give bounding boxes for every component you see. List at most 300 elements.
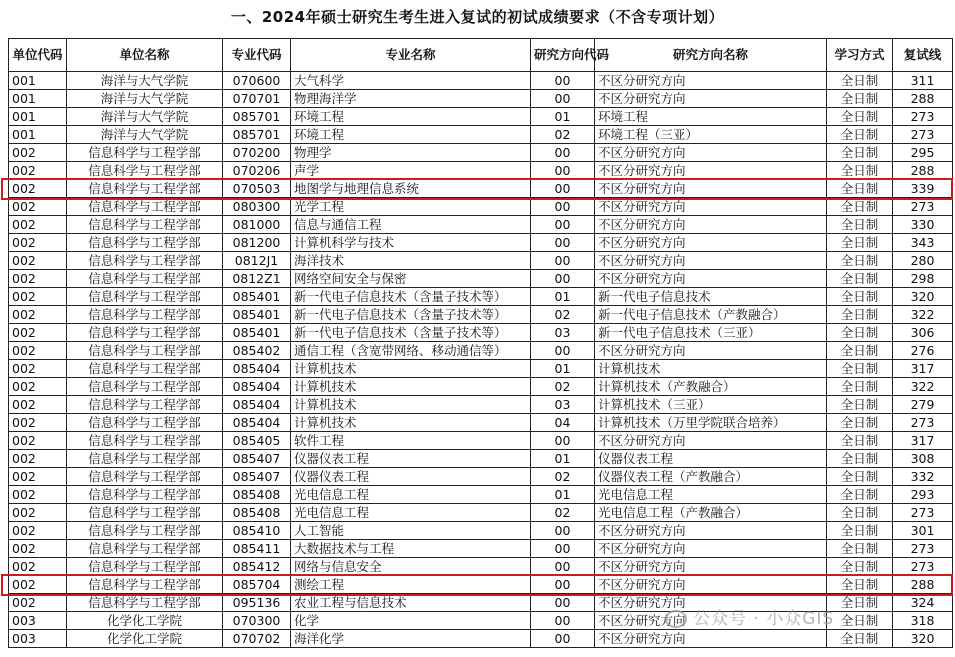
cell-unit-code: 002	[9, 288, 67, 306]
cell-study-mode: 全日制	[827, 396, 893, 414]
cell-direction-code: 00	[531, 234, 595, 252]
cell-major-name: 环境工程	[291, 126, 531, 144]
cell-direction-code: 02	[531, 378, 595, 396]
cell-unit-name: 信息科学与工程学部	[67, 342, 223, 360]
cell-major-name: 网络与信息安全	[291, 558, 531, 576]
cell-major-name: 大数据技术与工程	[291, 540, 531, 558]
cell-study-mode: 全日制	[827, 90, 893, 108]
cell-study-mode: 全日制	[827, 432, 893, 450]
cell-study-mode: 全日制	[827, 504, 893, 522]
cell-unit-name: 海洋与大气学院	[67, 72, 223, 90]
cell-major-name: 新一代电子信息技术（含量子技术等）	[291, 306, 531, 324]
cell-major-code: 085407	[223, 450, 291, 468]
cell-study-mode: 全日制	[827, 486, 893, 504]
cell-unit-name: 信息科学与工程学部	[67, 378, 223, 396]
cell-major-name: 仪器仪表工程	[291, 450, 531, 468]
cell-unit-name: 海洋与大气学院	[67, 90, 223, 108]
cell-unit-name: 信息科学与工程学部	[67, 144, 223, 162]
cell-retest-score: 295	[893, 144, 953, 162]
cell-direction-code: 01	[531, 486, 595, 504]
cell-retest-score: 301	[893, 522, 953, 540]
cell-major-name: 农业工程与信息技术	[291, 594, 531, 612]
cell-study-mode: 全日制	[827, 324, 893, 342]
cell-direction-code: 00	[531, 72, 595, 90]
wechat-icon	[665, 610, 687, 628]
cell-unit-name: 化学化工学院	[67, 630, 223, 648]
cell-retest-score: 317	[893, 360, 953, 378]
cell-unit-code: 002	[9, 432, 67, 450]
cell-unit-code: 002	[9, 396, 67, 414]
cell-major-code: 085704	[223, 576, 291, 594]
cell-study-mode: 全日制	[827, 630, 893, 648]
cell-retest-score: 332	[893, 468, 953, 486]
cell-unit-name: 信息科学与工程学部	[67, 306, 223, 324]
table-row	[9, 180, 953, 198]
cell-unit-name: 信息科学与工程学部	[67, 162, 223, 180]
cell-major-code: 0812J1	[223, 252, 291, 270]
cell-unit-code: 002	[9, 594, 67, 612]
cell-direction-code: 00	[531, 576, 595, 594]
cell-retest-score: 293	[893, 486, 953, 504]
cell-study-mode: 全日制	[827, 126, 893, 144]
cell-retest-score: 288	[893, 90, 953, 108]
table-row	[9, 576, 953, 594]
cell-direction-name: 不区分研究方向	[595, 594, 827, 612]
cell-unit-name: 信息科学与工程学部	[67, 504, 223, 522]
cell-direction-code: 00	[531, 558, 595, 576]
score-table	[8, 38, 953, 648]
cell-major-code: 080300	[223, 198, 291, 216]
cell-major-name: 海洋化学	[291, 630, 531, 648]
cell-unit-code: 001	[9, 108, 67, 126]
cell-direction-code: 00	[531, 216, 595, 234]
cell-direction-name: 不区分研究方向	[595, 342, 827, 360]
cell-unit-name: 化学化工学院	[67, 612, 223, 630]
cell-direction-code: 01	[531, 360, 595, 378]
cell-unit-code: 002	[9, 144, 67, 162]
cell-major-name: 计算机技术	[291, 396, 531, 414]
cell-unit-name: 信息科学与工程学部	[67, 468, 223, 486]
cell-direction-name: 不区分研究方向	[595, 216, 827, 234]
cell-study-mode: 全日制	[827, 414, 893, 432]
cell-unit-name: 信息科学与工程学部	[67, 360, 223, 378]
cell-major-code: 070206	[223, 162, 291, 180]
cell-unit-code: 002	[9, 414, 67, 432]
cell-direction-code: 02	[531, 468, 595, 486]
cell-major-code: 070600	[223, 72, 291, 90]
cell-major-name: 计算机技术	[291, 378, 531, 396]
table-row	[9, 216, 953, 234]
cell-major-name: 计算机技术	[291, 414, 531, 432]
cell-direction-name: 不区分研究方向	[595, 252, 827, 270]
cell-direction-name: 不区分研究方向	[595, 234, 827, 252]
cell-unit-code: 002	[9, 360, 67, 378]
header-major-name: 专业名称	[291, 39, 531, 72]
cell-retest-score: 308	[893, 450, 953, 468]
cell-unit-name: 信息科学与工程学部	[67, 540, 223, 558]
cell-major-code: 085701	[223, 108, 291, 126]
cell-unit-code: 002	[9, 216, 67, 234]
cell-major-code: 085404	[223, 414, 291, 432]
header-major-code: 专业代码	[223, 39, 291, 72]
cell-unit-name: 信息科学与工程学部	[67, 522, 223, 540]
cell-unit-code: 002	[9, 522, 67, 540]
cell-direction-code: 00	[531, 270, 595, 288]
table-row	[9, 504, 953, 522]
cell-direction-name: 不区分研究方向	[595, 270, 827, 288]
cell-direction-code: 02	[531, 306, 595, 324]
cell-major-code: 085408	[223, 504, 291, 522]
cell-retest-score: 279	[893, 396, 953, 414]
cell-major-code: 085701	[223, 126, 291, 144]
table-body	[9, 72, 953, 648]
cell-major-name: 声学	[291, 162, 531, 180]
table-row	[9, 144, 953, 162]
header-direction-name: 研究方向名称	[595, 39, 827, 72]
cell-major-name: 软件工程	[291, 432, 531, 450]
cell-major-code: 070701	[223, 90, 291, 108]
cell-direction-name: 不区分研究方向	[595, 180, 827, 198]
cell-unit-code: 002	[9, 540, 67, 558]
cell-unit-name: 信息科学与工程学部	[67, 594, 223, 612]
table-row	[9, 558, 953, 576]
cell-major-code: 085404	[223, 360, 291, 378]
cell-study-mode: 全日制	[827, 522, 893, 540]
cell-major-code: 085401	[223, 306, 291, 324]
cell-direction-code: 00	[531, 252, 595, 270]
cell-study-mode: 全日制	[827, 288, 893, 306]
cell-major-code: 085412	[223, 558, 291, 576]
cell-retest-score: 311	[893, 72, 953, 90]
cell-unit-code: 002	[9, 270, 67, 288]
cell-retest-score: 273	[893, 108, 953, 126]
table-row	[9, 126, 953, 144]
cell-major-name: 计算机科学与技术	[291, 234, 531, 252]
cell-study-mode: 全日制	[827, 270, 893, 288]
cell-study-mode: 全日制	[827, 108, 893, 126]
cell-direction-code: 01	[531, 108, 595, 126]
cell-major-name: 人工智能	[291, 522, 531, 540]
cell-unit-code: 002	[9, 486, 67, 504]
cell-direction-code: 04	[531, 414, 595, 432]
cell-unit-code: 002	[9, 558, 67, 576]
cell-direction-name: 不区分研究方向	[595, 576, 827, 594]
cell-retest-score: 273	[893, 414, 953, 432]
table-row	[9, 288, 953, 306]
cell-unit-code: 002	[9, 306, 67, 324]
cell-major-code: 085407	[223, 468, 291, 486]
cell-major-name: 环境工程	[291, 108, 531, 126]
header-unit-name: 单位名称	[67, 39, 223, 72]
cell-direction-name: 不区分研究方向	[595, 144, 827, 162]
watermark	[665, 604, 834, 629]
header-unit-code: 单位代码	[9, 39, 67, 72]
cell-direction-name: 不区分研究方向	[595, 162, 827, 180]
cell-major-code: 070702	[223, 630, 291, 648]
cell-major-code: 085410	[223, 522, 291, 540]
cell-direction-name: 仪器仪表工程（产教融合）	[595, 468, 827, 486]
cell-study-mode: 全日制	[827, 576, 893, 594]
cell-unit-code: 003	[9, 612, 67, 630]
cell-retest-score: 343	[893, 234, 953, 252]
cell-unit-code: 001	[9, 126, 67, 144]
cell-direction-name: 计算机技术（三亚）	[595, 396, 827, 414]
cell-direction-code: 00	[531, 90, 595, 108]
cell-direction-code: 00	[531, 540, 595, 558]
cell-retest-score: 322	[893, 306, 953, 324]
cell-unit-name: 信息科学与工程学部	[67, 288, 223, 306]
cell-study-mode: 全日制	[827, 306, 893, 324]
cell-direction-code: 01	[531, 450, 595, 468]
cell-major-name: 地图学与地理信息系统	[291, 180, 531, 198]
cell-retest-score: 320	[893, 288, 953, 306]
cell-major-name: 光电信息工程	[291, 504, 531, 522]
cell-retest-score: 288	[893, 576, 953, 594]
cell-retest-score: 339	[893, 180, 953, 198]
cell-major-name: 新一代电子信息技术（含量子技术等）	[291, 324, 531, 342]
cell-unit-code: 002	[9, 468, 67, 486]
cell-retest-score: 330	[893, 216, 953, 234]
cell-unit-name: 信息科学与工程学部	[67, 450, 223, 468]
cell-retest-score: 306	[893, 324, 953, 342]
cell-unit-code: 003	[9, 630, 67, 648]
cell-major-name: 物理学	[291, 144, 531, 162]
cell-major-name: 计算机技术	[291, 360, 531, 378]
cell-direction-name: 不区分研究方向	[595, 612, 827, 630]
cell-direction-code: 00	[531, 144, 595, 162]
cell-major-code: 095136	[223, 594, 291, 612]
cell-study-mode: 全日制	[827, 378, 893, 396]
cell-direction-code: 00	[531, 162, 595, 180]
table-row	[9, 540, 953, 558]
cell-direction-name: 不区分研究方向	[595, 540, 827, 558]
cell-unit-name: 海洋与大气学院	[67, 108, 223, 126]
table-row	[9, 432, 953, 450]
table-row	[9, 486, 953, 504]
cell-major-code: 070200	[223, 144, 291, 162]
cell-major-name: 通信工程（含宽带网络、移动通信等）	[291, 342, 531, 360]
cell-direction-name: 不区分研究方向	[595, 522, 827, 540]
table-row	[9, 324, 953, 342]
header-retest-line: 复试线	[893, 39, 953, 72]
table-row	[9, 90, 953, 108]
cell-direction-code: 00	[531, 612, 595, 630]
cell-major-code: 085405	[223, 432, 291, 450]
cell-major-name: 测绘工程	[291, 576, 531, 594]
cell-study-mode: 全日制	[827, 72, 893, 90]
cell-direction-name: 不区分研究方向	[595, 90, 827, 108]
cell-major-name: 化学	[291, 612, 531, 630]
cell-unit-name: 信息科学与工程学部	[67, 270, 223, 288]
cell-direction-code: 00	[531, 432, 595, 450]
cell-major-code: 081000	[223, 216, 291, 234]
cell-major-name: 光电信息工程	[291, 486, 531, 504]
cell-unit-name: 信息科学与工程学部	[67, 234, 223, 252]
cell-major-code: 085401	[223, 324, 291, 342]
table-row	[9, 270, 953, 288]
table-row	[9, 360, 953, 378]
cell-retest-score: 273	[893, 540, 953, 558]
table-row	[9, 468, 953, 486]
cell-unit-code: 002	[9, 180, 67, 198]
cell-major-name: 物理海洋学	[291, 90, 531, 108]
cell-direction-name: 新一代电子信息技术（三亚）	[595, 324, 827, 342]
table-row	[9, 450, 953, 468]
cell-major-name: 光学工程	[291, 198, 531, 216]
table-row	[9, 234, 953, 252]
cell-unit-name: 海洋与大气学院	[67, 126, 223, 144]
table-row	[9, 522, 953, 540]
cell-study-mode: 全日制	[827, 450, 893, 468]
cell-unit-code: 002	[9, 198, 67, 216]
cell-major-name: 仪器仪表工程	[291, 468, 531, 486]
cell-direction-code: 00	[531, 198, 595, 216]
cell-major-code: 070300	[223, 612, 291, 630]
cell-major-code: 085411	[223, 540, 291, 558]
cell-direction-code: 00	[531, 180, 595, 198]
cell-unit-name: 信息科学与工程学部	[67, 414, 223, 432]
table-header-row	[9, 39, 953, 72]
cell-direction-code: 02	[531, 504, 595, 522]
table-row	[9, 630, 953, 648]
cell-retest-score: 273	[893, 198, 953, 216]
cell-direction-code: 00	[531, 630, 595, 648]
cell-study-mode: 全日制	[827, 540, 893, 558]
cell-study-mode: 全日制	[827, 342, 893, 360]
cell-study-mode: 全日制	[827, 198, 893, 216]
cell-retest-score: 298	[893, 270, 953, 288]
cell-study-mode: 全日制	[827, 216, 893, 234]
table-row	[9, 342, 953, 360]
cell-retest-score: 317	[893, 432, 953, 450]
cell-direction-name: 新一代电子信息技术	[595, 288, 827, 306]
cell-unit-name: 信息科学与工程学部	[67, 252, 223, 270]
table-row	[9, 162, 953, 180]
cell-major-name: 网络空间安全与保密	[291, 270, 531, 288]
cell-direction-name: 计算机技术（产教融合）	[595, 378, 827, 396]
cell-unit-name: 信息科学与工程学部	[67, 486, 223, 504]
cell-unit-name: 信息科学与工程学部	[67, 324, 223, 342]
cell-direction-code: 03	[531, 324, 595, 342]
cell-study-mode: 全日制	[827, 252, 893, 270]
cell-unit-code: 002	[9, 162, 67, 180]
cell-major-name: 海洋技术	[291, 252, 531, 270]
watermark-text: 公众号 · 小众GIS	[693, 609, 835, 629]
table-row	[9, 306, 953, 324]
cell-direction-code: 00	[531, 522, 595, 540]
page-title: 一、2024年硕士研究生考生进入复试的初试成绩要求（不含专项计划）	[230, 8, 725, 26]
cell-retest-score: 273	[893, 504, 953, 522]
cell-direction-name: 环境工程（三亚）	[595, 126, 827, 144]
cell-study-mode: 全日制	[827, 144, 893, 162]
cell-study-mode: 全日制	[827, 612, 893, 630]
cell-direction-name: 计算机技术（万里学院联合培养）	[595, 414, 827, 432]
cell-direction-code: 01	[531, 288, 595, 306]
cell-major-name: 新一代电子信息技术（含量子技术等）	[291, 288, 531, 306]
header-study-mode: 学习方式	[827, 39, 893, 72]
cell-major-name: 大气科学	[291, 72, 531, 90]
table-row	[9, 198, 953, 216]
cell-retest-score: 273	[893, 558, 953, 576]
table-row	[9, 378, 953, 396]
cell-major-code: 085402	[223, 342, 291, 360]
cell-study-mode: 全日制	[827, 558, 893, 576]
cell-retest-score: 276	[893, 342, 953, 360]
cell-unit-code: 002	[9, 252, 67, 270]
cell-major-name: 信息与通信工程	[291, 216, 531, 234]
cell-direction-code: 02	[531, 126, 595, 144]
cell-study-mode: 全日制	[827, 360, 893, 378]
cell-unit-name: 信息科学与工程学部	[67, 216, 223, 234]
cell-major-code: 081200	[223, 234, 291, 252]
table-row	[9, 252, 953, 270]
cell-retest-score: 322	[893, 378, 953, 396]
cell-direction-code: 03	[531, 396, 595, 414]
cell-study-mode: 全日制	[827, 468, 893, 486]
table-row	[9, 396, 953, 414]
cell-study-mode: 全日制	[827, 180, 893, 198]
table-row	[9, 72, 953, 90]
cell-unit-code: 002	[9, 234, 67, 252]
header-direction-code: 研究方向代码	[531, 39, 595, 72]
cell-major-code: 0812Z1	[223, 270, 291, 288]
cell-unit-code: 001	[9, 90, 67, 108]
cell-unit-name: 信息科学与工程学部	[67, 432, 223, 450]
cell-direction-name: 环境工程	[595, 108, 827, 126]
cell-direction-name: 光电信息工程（产教融合）	[595, 504, 827, 522]
cell-retest-score: 324	[893, 594, 953, 612]
cell-direction-name: 不区分研究方向	[595, 630, 827, 648]
cell-major-code: 070503	[223, 180, 291, 198]
cell-unit-code: 002	[9, 504, 67, 522]
cell-retest-score: 288	[893, 162, 953, 180]
cell-unit-name: 信息科学与工程学部	[67, 396, 223, 414]
cell-direction-name: 不区分研究方向	[595, 558, 827, 576]
cell-study-mode: 全日制	[827, 234, 893, 252]
cell-direction-name: 不区分研究方向	[595, 72, 827, 90]
table-row	[9, 108, 953, 126]
cell-study-mode: 全日制	[827, 162, 893, 180]
cell-retest-score: 280	[893, 252, 953, 270]
cell-unit-code: 002	[9, 342, 67, 360]
cell-direction-name: 光电信息工程	[595, 486, 827, 504]
cell-unit-name: 信息科学与工程学部	[67, 558, 223, 576]
cell-retest-score: 273	[893, 126, 953, 144]
table-row	[9, 414, 953, 432]
cell-major-code: 085401	[223, 288, 291, 306]
cell-direction-name: 计算机技术	[595, 360, 827, 378]
cell-direction-code: 00	[531, 342, 595, 360]
cell-retest-score: 320	[893, 630, 953, 648]
cell-major-code: 085404	[223, 396, 291, 414]
cell-retest-score: 318	[893, 612, 953, 630]
cell-unit-code: 002	[9, 450, 67, 468]
cell-unit-code: 002	[9, 324, 67, 342]
cell-major-code: 085408	[223, 486, 291, 504]
cell-unit-name: 信息科学与工程学部	[67, 198, 223, 216]
cell-unit-name: 信息科学与工程学部	[67, 180, 223, 198]
cell-direction-code: 00	[531, 594, 595, 612]
cell-unit-name: 信息科学与工程学部	[67, 576, 223, 594]
cell-study-mode: 全日制	[827, 594, 893, 612]
cell-unit-code: 002	[9, 576, 67, 594]
cell-direction-name: 不区分研究方向	[595, 432, 827, 450]
cell-direction-name: 仪器仪表工程	[595, 450, 827, 468]
cell-unit-code: 001	[9, 72, 67, 90]
cell-direction-name: 新一代电子信息技术（产教融合）	[595, 306, 827, 324]
cell-major-code: 085404	[223, 378, 291, 396]
cell-unit-code: 002	[9, 378, 67, 396]
